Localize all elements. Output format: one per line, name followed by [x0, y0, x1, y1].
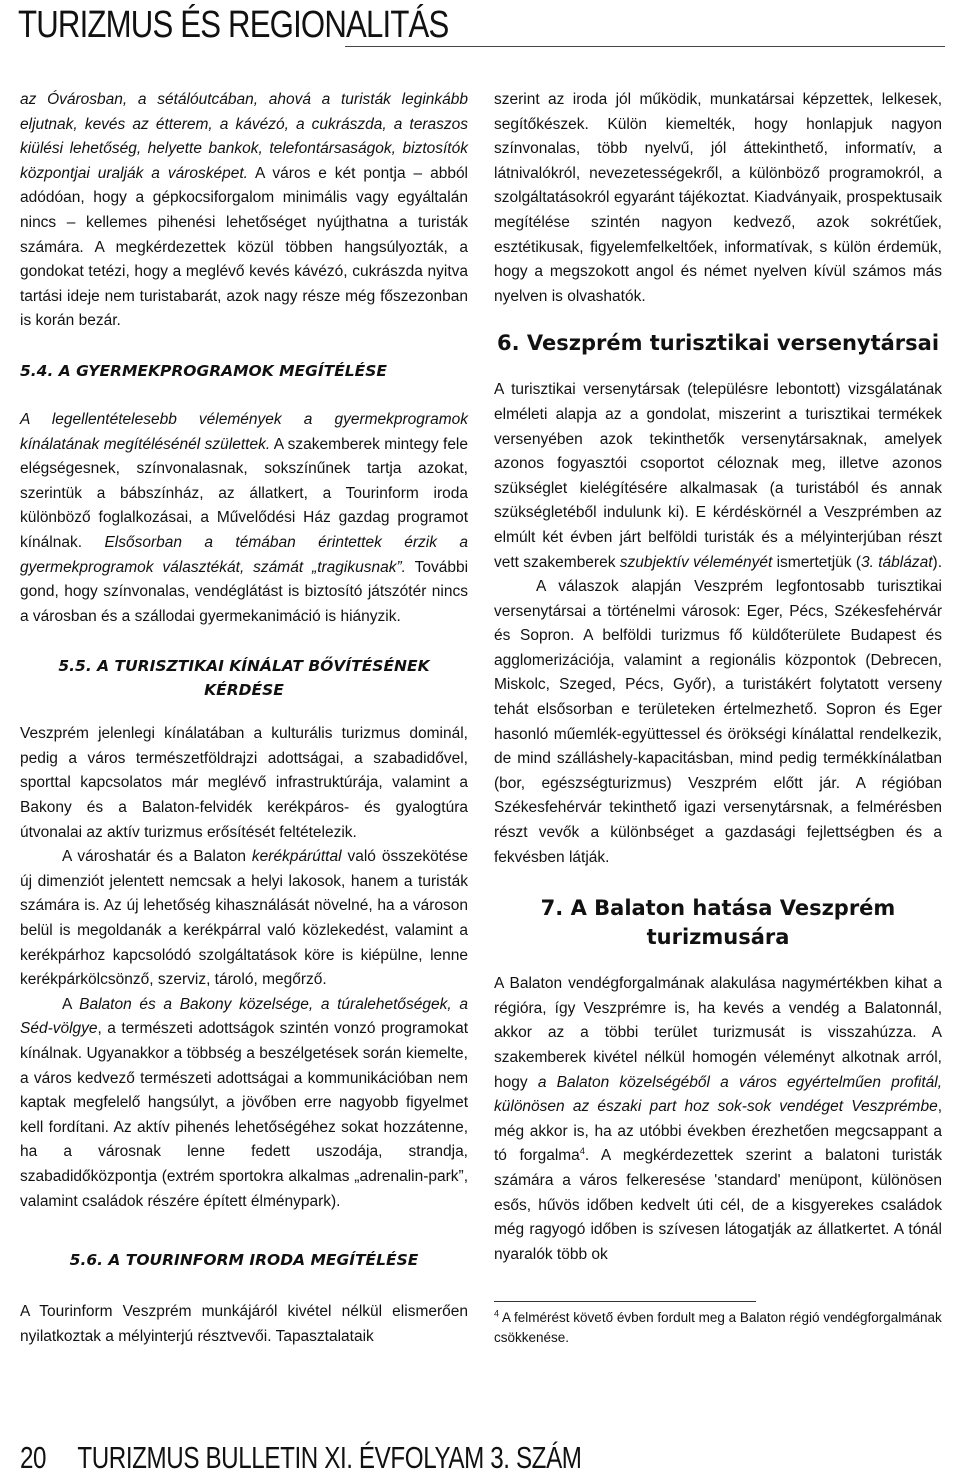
running-header-title: TURIZMUS ÉS REGIONALITÁS: [18, 4, 449, 46]
section-heading-5-4: 5.4. A GYERMEKPROGRAMOK MEGÍTÉLÉSE: [20, 361, 388, 380]
text-run: , a természeti adottságok szintén vonzó programokat kínálnak. Ugyanakkor a többség a beszélgetések során kiemelte, a város kedvező természeti adottságai a kommunikációban nem kaptak megfelelő hangsúlyt, a jövőben erre nagyobb figyelmet kell fordítani. Az aktív pihenés lehetőségéhez sokat hozzátenne, ha a városnak lenne fedett uszodája, strandja, szabadidőközpontja (extrém sportokra alkalmas „adrenalin-park”, valamint családok részére épített élménypark).: [20, 1020, 468, 1210]
section-heading-5-5-line1: 5.5. A TURISZTIKAI KÍNÁLAT BŐVÍTÉSÉNEK: [58, 657, 430, 676]
text-italic: Elsősorban a témában érintettek érzik a gyermekprogramok választékát, számát „tragikusnak”.: [20, 533, 468, 576]
paragraph-right-1: szerint az iroda jól működik, munkatársai képzettek, lelkesek, segítőkészek. Külön kiemelték, hogy honlapjuk nagyon színvonalas, több nyelvű, jól áttekinthető, informatív, a látnivalókról, nevezetességekről, a különböző programokról, a szolgáltatásokról egyaránt tájékoztat. Kiadványaik, prospektusaik megítélése szintén nagyon kedvező, azok sokrétűek, esztétikusak, figyelemfelkeltőek, informatívak, s külön érdemük, hogy a megszokott angol és német nyelven kívül számos más nyelven is olvashatók.: [494, 91, 942, 305]
text-italic: kerékpárúttal: [251, 848, 342, 866]
text-run: való összekötése új dimenziót jelentett nemcsak a helyi lakosok, hanem a turisták számára is. Az új lehetőség kihasználását növelné, ha a városon belül is megoldanák a kerékpárral való közlekedést, valamint a kerékpárhoz kapcsolódó szolgáltatások köre is kiépülne, lenne kerékpárkölcsönző, szerviz, tároló, megőrző.: [20, 848, 468, 989]
text-italic: Balaton és a Bakony közelsége, a túralehetőségek, a Séd-völgye: [20, 995, 468, 1038]
text-run: A turisztikai versenytársak (településre lebontott) vizsgálatának elméleti alapja az a gondolat, miszerint a turisztikai termékek versenyében azok tekinthetők versenytársaknak, amelyek azonos fogyasztói csoportot céloznak meg, illetve azonos szükséglet kielégítésére alkalmasak (a turistából és annak szükségletéből indulunk ki). E kérdéskörnél a Veszprémben az elmúlt két évben járt belföldi turisták és a mélyinterjúban részt vett szakemberek: [494, 381, 942, 571]
text-italic: az Óvárosban, a sétálóutcában, ahová a turisták leginkább eljutnak, kevés az étterem, a kávézó, a cukrászda, a teraszos kiülési lehetőség, helyette bankok, telefontársaságok, biztosítók központjai uralják a városképet.: [20, 91, 468, 182]
paragraph-right-4: [494, 972, 942, 1267]
text-italic: A legellentételesebb vélemények a gyermekprogramok kínálatának megítélésénél születtek.: [20, 410, 468, 453]
section-heading-5-5-line2: KÉRDÉSE: [204, 681, 284, 700]
paragraph-right-3: A válaszok alapján Veszprém legfontosabb turisztikai versenytársai a történelmi városok: Eger, Pécs, Székesfehérvár és Sopron. A belföldi turizmus fő küldőterülete Budapest és agglomerizációja, valamint a regionális központok (Debrecen, Miskolc, Szeged, Pécs, Győr), a turistákért folytatott verseny tehát elsősorban e területeken értelmezhető. Sopron és Eger hasonló műemlék-együttessel és örökségi kínálattal rendelkezik, de mind szálláshely-kapacitásban, mind pedig termékkínálatban (bor, egészségturizmus) Veszprém előtt jár. A régióban Székesfehérvár tekinthető igazi versenytársnak, a felmérésben részt vevők a különbséget a gazdasági fejlettségben és a fekvésben látják.: [494, 578, 942, 866]
text-italic: a Balaton közelségéből a város egyértelműen profitál, különösen az északi part hoz sok-sok vendéget Veszprémbe: [494, 1073, 943, 1116]
paragraph-left-5: [20, 993, 468, 1214]
section-heading-5-5: [20, 654, 468, 702]
section-heading-5-6: 5.6. A TOURINFORM IRODA MEGÍTÉLÉSE: [69, 1251, 419, 1270]
paragraph-left-6: A Tourinform Veszprém munkájáról kivétel nélkül elismerően nyilatkoztak a mélyinterjú résztvevői. Tapasztalataik: [20, 1303, 468, 1345]
paragraph-left-3: Veszprém jelenlegi kínálatában a kulturális turizmus dominál, pedig a város természetföldrajzi adottságai, a szabadidővel, sporttal kapcsolatos már meglévő infrastruktúrája, valamint a Bakony és a Balaton-felvidék kerékpáros- és gyalogtúra útvonalai az aktív turizmus erősítését feltételezik.: [20, 725, 468, 841]
footnote-area: [494, 1301, 942, 1348]
footnote-number: 4: [494, 1308, 500, 1319]
paragraph-left-2: [20, 408, 468, 629]
text-run: ismertetjük (: [772, 553, 861, 571]
journal-title: TURIZMUS BULLETIN XI. ÉVFOLYAM 3. SZÁM: [77, 1440, 582, 1475]
paragraph-left-4: [20, 845, 468, 993]
running-footer: [20, 1440, 582, 1476]
paragraph-left-1: [20, 88, 468, 334]
text-italic: szubjektív véleményét: [619, 553, 773, 571]
right-column: [494, 88, 942, 1348]
text-run: ).: [932, 553, 942, 571]
chapter-heading-6: 6. Veszprém turisztikai versenytársai: [496, 331, 940, 356]
text-run: A városhatár és a Balaton: [62, 848, 252, 866]
header-rule: [345, 46, 945, 47]
text-run: A: [62, 995, 80, 1013]
chapter-heading-7: [494, 894, 942, 952]
chapter-heading-7-line1: 7. A Balaton hatása Veszprém: [540, 896, 896, 921]
text-run: A szakemberek mintegy fele elégségesnek, színvonalasnak, sokszínűnek tartja azokat, szerintük a bábszínház, az állatkert, a Tourinform iroda különböző foglalkozásai, a Művelődési Ház gazdag programot kínálnak.: [20, 435, 469, 551]
footnote-text: A felmérést követő évben fordult meg a Balaton régió vendégforgalmának csökkenése.: [494, 1310, 942, 1346]
chapter-heading-7-line2: turizmusára: [646, 925, 790, 950]
paragraph-right-2: [494, 378, 942, 575]
page-number: 20: [20, 1440, 47, 1475]
text-run: , még akkor is, ha az utóbbi években érezhetően megcsappant a tó forgalma: [494, 1098, 942, 1165]
footnote: [494, 1308, 942, 1348]
text-run: . A megkérdezettek szerint a balatoni turisták számára a város felkeresése 'standard' menüpont, különösen esős, hűvös időben kedvelt úti cél, de a kisgyerekes családok még ragyogó időben is szívesen látogatják az állatkertet. A tónál nyaralók több ok: [494, 1147, 942, 1263]
text-run: További gond, hogy színvonalas, vendéglátást is biztosító játszótér nincs a városban és a szállodai gyermekanimáció is hiányzik.: [20, 558, 469, 625]
text-italic: 3. táblázat: [861, 553, 933, 571]
footnote-ref: 4: [579, 1146, 585, 1157]
text-run: A Balaton vendégforgalmának alakulása nagymértékben kihat a régióra, így Veszprémre is, ha kevés a vendég a Balatonnál, akkor az a többi terület turizmusát is visszahúzza. A szakemberek kivétel nélkül homogén véleményt alkotnak arról, hogy: [494, 975, 942, 1091]
footnote-rule: [494, 1301, 756, 1302]
left-column: [20, 88, 468, 1349]
text-run: A város e két pontja – abból adódóan, hogy a gépkocsiforgalom minimális vagy egyáltalán nincs – kellemes pihenési lehetőséget nyújthatna a turisták számára. A megkérdezettek közül többen hangsúlyozták, a gondokat tetézi, hogy a meglévő kevés kávézó, cukrászda nyitva tartási ideje nem turistabarát, azok nagy része még főszezonban is korán bezár.: [20, 164, 469, 330]
